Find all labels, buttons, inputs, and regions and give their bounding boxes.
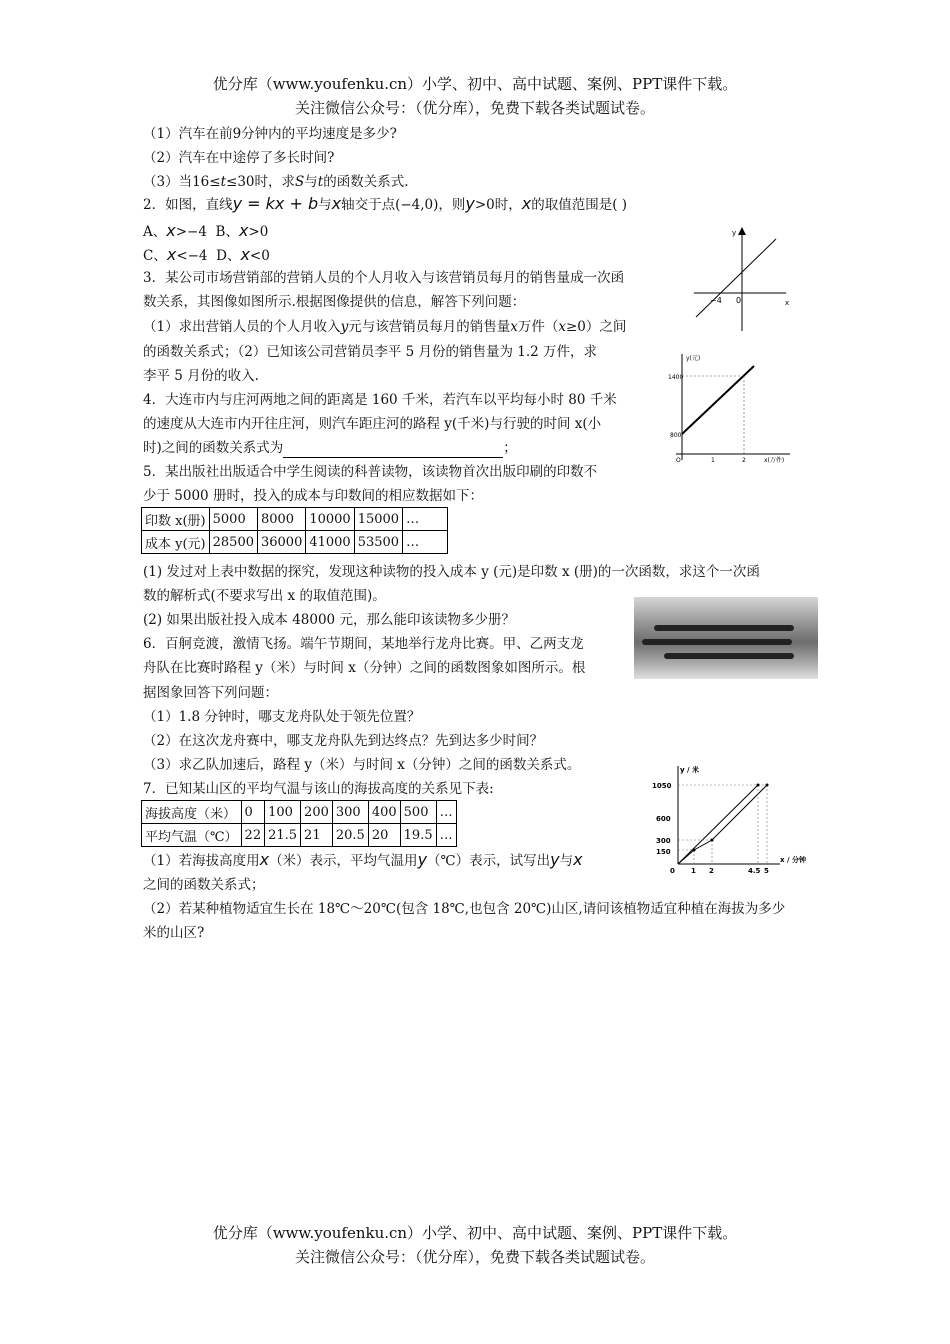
dragon-boat-photo bbox=[634, 597, 818, 679]
q6-fig-tick2: 2 bbox=[709, 867, 714, 875]
q1-part1: （1）汽车在前9分钟内的平均速度是多少? bbox=[143, 126, 397, 142]
q2-line-graph bbox=[690, 225, 800, 335]
q5-line1: 5．某出版社出版适合中学生阅读的科普读物，该读物首次出版印刷的印数不 bbox=[143, 464, 598, 480]
q5-part1b: 数的解析式(不要求写出 x 的取值范围)。 bbox=[143, 588, 386, 604]
q6-part1: （1）1.8 分钟时，哪支龙舟队处于领先位置？ bbox=[143, 709, 421, 725]
q6-fig-600: 600 bbox=[656, 815, 671, 823]
q6-fig-tick1: 1 bbox=[691, 867, 696, 875]
q5-cost-table bbox=[141, 507, 448, 554]
q3-fig-tick2: 2 bbox=[742, 457, 746, 464]
q4-line3: 时)之间的函数关系式为 ； bbox=[143, 440, 517, 456]
table-row: 平均气温（℃） 22 21.5 21 20.5 20 19.5 … bbox=[142, 824, 457, 847]
q7-part1: （1）若海拔高度用x（米）表示，平均气温用y（℃）表示，试写出y与x bbox=[143, 850, 583, 869]
q7-part2a: （2）若某种植物适宜生长在 18℃～20℃(包含 18℃,也包含 20℃)山区,请问该植物适宜种植在海拔为多少 bbox=[143, 901, 786, 917]
q7-part1-cont: 之间的函数关系式； bbox=[143, 877, 265, 893]
q4-line2: 的速度从大连市内开往庄河，则汽车距庄河的路程 y(千米)与行驶的时间 x(小 bbox=[143, 416, 602, 432]
table-row: 印数 x(册) 5000 8000 10000 15000 … bbox=[142, 508, 448, 531]
q6-fig-origin: 0 bbox=[670, 867, 675, 875]
page-footer-line2: 关注微信公众号：（优分库），免费下载各类试题试卷。 bbox=[294, 1248, 655, 1266]
q2-options-ab: A、x>−4 B、x>0 bbox=[143, 221, 269, 240]
q3-fig-origin: O bbox=[676, 457, 681, 464]
q6-fig-xlabel: x / 分钟 bbox=[780, 856, 806, 864]
q6-fig-150: 150 bbox=[656, 848, 671, 856]
q2-stem: 2．如图，直线y = kx + b与x轴交于点(−4,0)，则y>0时，x的取值范围是( ) bbox=[143, 194, 628, 213]
table-row: 成本 y(元) 28500 36000 41000 53500 … bbox=[142, 531, 448, 554]
page-header-line1: 优分库（www.youfenku.cn）小学、初中、高中试题、案例、PPT课件下载。 bbox=[212, 75, 738, 93]
q6-race-graph bbox=[650, 760, 820, 880]
q2-fig-zero: 0 bbox=[736, 296, 742, 305]
q6-fig-300: 300 bbox=[656, 837, 671, 845]
q6-fig-tick45: 4.5 bbox=[748, 867, 761, 875]
q3-income-graph bbox=[668, 348, 793, 468]
q6-line2: 舟队在比赛时路程 y（米）与时间 x（分钟）之间的函数图象如图所示。根 bbox=[143, 660, 586, 676]
q3-line4: 的函数关系式；（2）已知该公司营销员李平 5 月份的销售量为 1.2 万件，求 bbox=[143, 344, 598, 360]
q6-line1: 6．百舸竞渡，激情飞扬。端午节期间，某地举行龙舟比赛。甲、乙两支龙 bbox=[143, 636, 584, 652]
q3-fig-ylabel: y(元) bbox=[686, 355, 701, 362]
q3-fig-800: 800 bbox=[670, 432, 682, 439]
q7-part2b: 米的山区? bbox=[143, 925, 205, 941]
q3-line1: 3．某公司市场营销部的营销人员的个人月收入与该营销员每月的销售量成一次函 bbox=[143, 270, 625, 286]
q3-line2: 数关系，其图像如图所示.根据图像提供的信息，解答下列问题： bbox=[143, 294, 526, 310]
q3-line3: （1）求出营销人员的个人月收入y元与该营销员每月的销售量x万件（x≥0）之间 bbox=[143, 319, 627, 335]
q3-fig-1400: 1400 bbox=[668, 374, 684, 381]
q2-fig-y-label: y bbox=[732, 229, 737, 237]
page-footer-line1: 优分库（www.youfenku.cn）小学、初中、高中试题、案例、PPT课件下载。 bbox=[212, 1224, 738, 1242]
table-row: 海拔高度（米） 0 100 200 300 400 500 … bbox=[142, 801, 457, 824]
q5-part1a: (1) 发过对上表中数据的探究，发现这种读物的投入成本 y (元)是印数 x (册)的一次函数，求这个一次函 bbox=[143, 564, 760, 580]
q6-part2: （2）在这次龙舟赛中，哪支龙舟队先到达终点？先到达多少时间？ bbox=[143, 733, 544, 749]
q6-line3: 据图象回答下列问题： bbox=[143, 685, 278, 701]
q1-part3: （3）当16≤t≤30时，求S与t的函数关系式. bbox=[143, 174, 409, 190]
answer-blank bbox=[283, 443, 503, 458]
q6-fig-tick5: 5 bbox=[764, 867, 769, 875]
q7-altitude-table bbox=[141, 800, 457, 847]
q4-line1: 4．大连市内与庄河两地之间的距离是 160 千米，若汽车以平均每小时 80 千米 bbox=[143, 392, 617, 408]
q5-line2: 少于 5000 册时，投入的成本与印数间的相应数据如下： bbox=[143, 488, 483, 504]
q2-options-cd: C、x<−4 D、x<0 bbox=[143, 245, 270, 264]
q6-fig-1050: 1050 bbox=[652, 782, 672, 790]
q7-line1: 7．已知某山区的平均气温与该山的海拔高度的关系见下表: bbox=[143, 781, 494, 797]
q2-fig-neg4: −4 bbox=[710, 296, 722, 305]
q5-part2: (2) 如果出版社投入成本 48000 元，那么能印该读物多少册？ bbox=[143, 612, 515, 628]
q6-part3: （3）求乙队加速后，路程 y（米）与时间 x（分钟）之间的函数关系式。 bbox=[143, 757, 581, 773]
q3-fig-tick1: 1 bbox=[711, 457, 715, 464]
q3-line5: 李平 5 月份的收入. bbox=[143, 368, 259, 384]
q1-part2: （2）汽车在中途停了多长时间? bbox=[143, 150, 335, 166]
q6-fig-ylabel: y / 米 bbox=[680, 766, 699, 774]
q3-fig-xlabel: x(万件) bbox=[764, 457, 785, 464]
page-header-line2: 关注微信公众号：（优分库），免费下载各类试题试卷。 bbox=[294, 99, 655, 117]
q2-fig-x-label: x bbox=[785, 299, 790, 307]
